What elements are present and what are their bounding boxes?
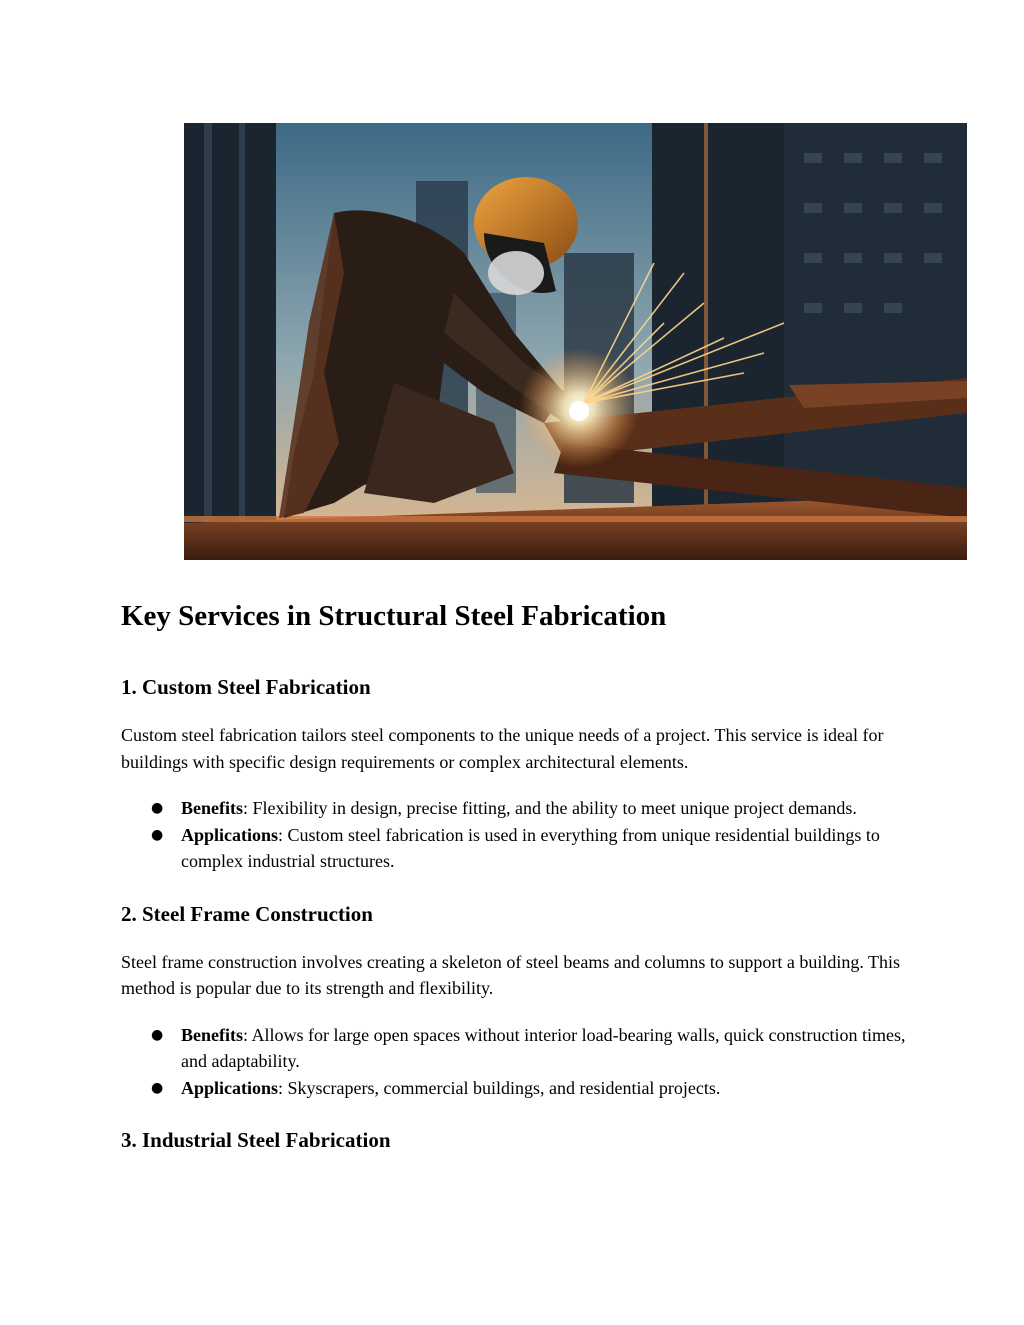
section-body: Steel frame construction involves creating a skeleton of steel beams and columns to support a building. This method is popular due to its strength and flexibility. [121, 951, 900, 998]
section-heading: 3. Industrial Steel Fabrication [121, 1128, 391, 1152]
section-heading: 2. Steel Frame Construction [121, 901, 373, 926]
bullet-icon: ● [151, 1026, 164, 1043]
page-title: Key Services in Structural Steel Fabrication [121, 600, 667, 632]
list-item [121, 822, 911, 875]
list-item [121, 1022, 911, 1075]
bullet-icon: ● [151, 1079, 164, 1096]
list-item-text: : Custom steel fabrication is used in everything from unique residential buildings to complex industrial structures. [181, 824, 880, 871]
list-item-term: Applications [181, 824, 279, 845]
list-item-text: : Allows for large open spaces without interior load-bearing walls, quick construction times, and adaptability. [181, 1024, 906, 1071]
list-item-text: : Flexibility in design, precise fitting, and the ability to meet unique project demands. [243, 798, 857, 818]
section-body: Custom steel fabrication tailors steel components to the unique needs of a project. This service is ideal for buildings with specific design requirements or complex architectural elements. [121, 725, 884, 772]
section-heading: 1. Custom Steel Fabrication [121, 675, 371, 699]
section-custom-steel [121, 672, 911, 875]
list-item-text: : Skyscrapers, commercial buildings, and residential projects. [278, 1077, 721, 1098]
list-item [121, 1075, 911, 1102]
list-item-term: Benefits [181, 1024, 243, 1045]
list-item [121, 795, 911, 822]
list-item-term: Applications [181, 1077, 279, 1098]
bullet-list [121, 795, 911, 875]
welder-illustration [184, 123, 967, 560]
bullet-list [121, 1022, 911, 1102]
list-item-term: Benefits [181, 798, 243, 818]
bullet-icon: ● [151, 800, 164, 816]
welder-photo [184, 123, 967, 560]
section-steel-frame [121, 899, 911, 1102]
document-content [121, 596, 911, 1175]
section-industrial-steel [121, 1125, 911, 1155]
bullet-icon: ● [151, 826, 164, 843]
